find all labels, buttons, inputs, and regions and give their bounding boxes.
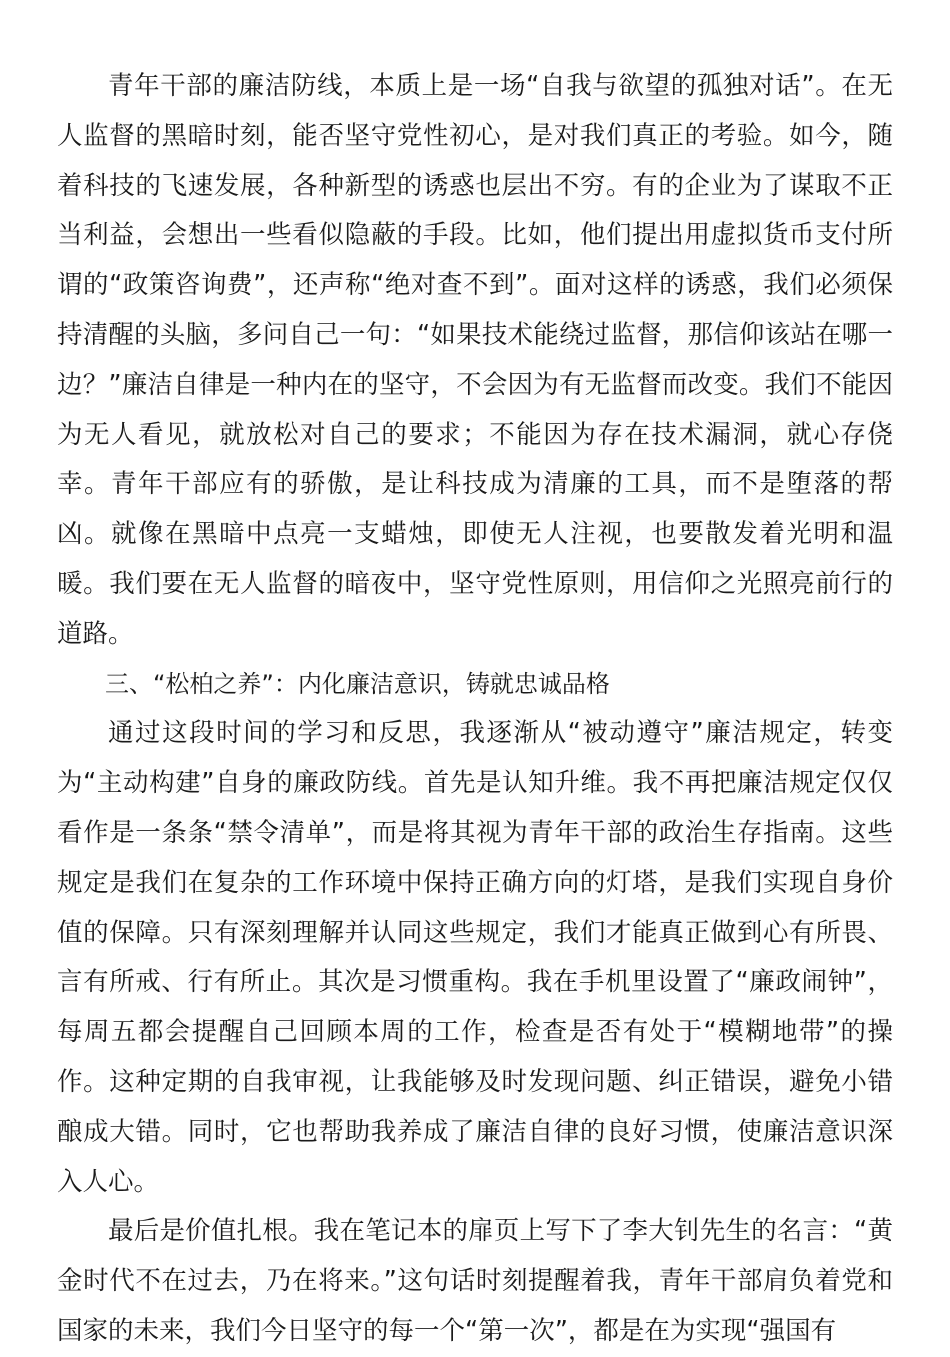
- section-heading-three: 三、“松柏之养”：内化廉洁意识，铸就忠诚品格: [105, 669, 610, 698]
- paragraph-integrity-defense: 青年干部的廉洁防线，本质上是一场“自我与欲望的孤独对话”。在无人监督的黑暗时刻，能否坚守党性初心，是对我们真正的考验。如今，随着科技的飞速发展，各种新型的诱惑也层出不穷。有的企业为了谋取不正当利益，会想出一些看似隐蔽的手段。比如，他们提出用虚拟货币支付所谓的“政策咨询费”，还声称“绝对查不到”。面对这样的诱惑，我们必须保持清醒的头脑，多问自己一句：“如果技术能绕过监督，那信仰该站在哪一边？”廉洁自律是一种内在的坚守，不会因为有无监督而改变。我们不能因为无人看见，就放松对自己的要求；不能因为存在技术漏洞，就心存侥幸。青年干部应有的骄傲，是让科技成为清廉的工具，而不是堕落的帮凶。就像在黑暗中点亮一支蜡烛，即使无人注视，也要散发着光明和温暖。我们要在无人监督的暗夜中，坚守党性原则，用信仰之光照亮前行的道路。: [57, 71, 893, 649]
- paragraph-value-rooting: 最后是价值扎根。我在笔记本的扉页上写下了李大钊先生的名言：“黄金时代不在过去，乃在将来。”这句话时刻提醒着我，青年干部肩负着党和国家的未来，我们今日坚守的每一个“第一次”，都是在为实现“强国有: [57, 1216, 893, 1346]
- document-page: [57, 62, 893, 1357]
- paragraph-habit-reconstruction: 通过这段时间的学习和反思，我逐渐从“被动遵守”廉洁规定，转变为“主动构建”自身的廉政防线。首先是认知升维。我不再把廉洁规定仅仅看作是一条条“禁令清单”，而是将其视为青年干部的政治生存指南。这些规定是我们在复杂的工作环境中保持正确方向的灯塔，是我们实现自身价值的保障。只有深刻理解并认同这些规定，我们才能真正做到心有所畏、言有所戒、行有所止。其次是习惯重构。我在手机里设置了“廉政闹钟”，每周五都会提醒自己回顾本周的工作，检查是否有处于“模糊地带”的操作。这种定期的自我审视，让我能够及时发现问题、纠正错误，避免小错酿成大错。同时，它也帮助我养成了廉洁自律的良好习惯，使廉洁意识深入人心。: [57, 718, 893, 1197]
